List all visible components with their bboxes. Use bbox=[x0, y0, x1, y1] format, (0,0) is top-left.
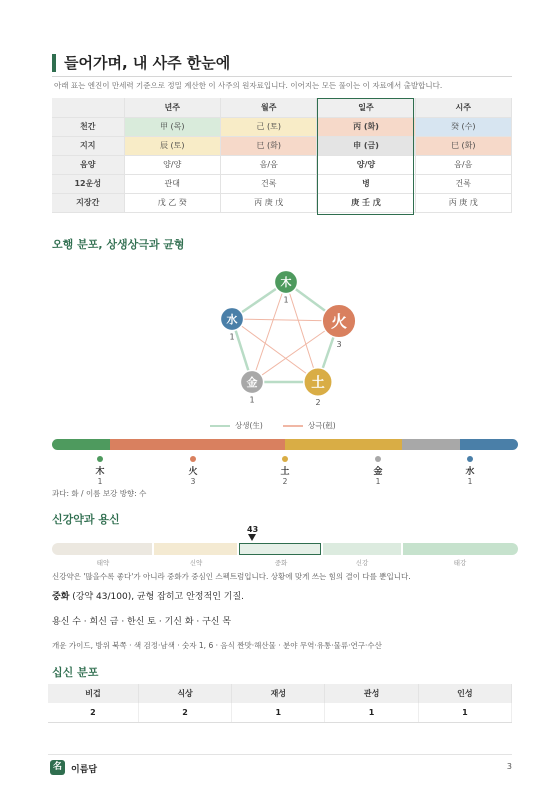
earth-dot bbox=[282, 456, 288, 462]
legend-sanggeuk-label: 상극(剋) bbox=[307, 421, 336, 430]
saju-cell: 음/음 bbox=[415, 155, 512, 174]
saju-cell: 건록 bbox=[220, 174, 316, 193]
gaewun-guide: 개운 가이드, 방위 북쪽 · 색 검정·남색 · 숫자 1, 6 · 음식 짠맛·해산물 · 분야 무역·유통·물류·연구·수산 bbox=[52, 641, 382, 650]
saju-cell: 양/양 bbox=[124, 155, 220, 174]
strength-pointer-icon bbox=[248, 534, 256, 541]
saju-table bbox=[52, 98, 512, 213]
legend-sangsaeng bbox=[210, 420, 263, 431]
saju-row-label: 지지 bbox=[52, 136, 124, 155]
sipsin-value: 1 bbox=[325, 703, 418, 722]
elem-item-metal bbox=[363, 456, 393, 486]
sanggeuk-line bbox=[252, 282, 289, 382]
element-node-count: 3 bbox=[336, 339, 342, 349]
saju-row-label: 지장간 bbox=[52, 193, 124, 212]
saju-col-header: 월주 bbox=[220, 98, 316, 117]
saju-header-row bbox=[52, 98, 512, 117]
elem-count: 1 bbox=[375, 477, 381, 486]
elem-name: 木 bbox=[95, 467, 105, 477]
saju-cell: 丙 庚 戊 bbox=[220, 193, 316, 212]
bar-segment bbox=[460, 439, 518, 450]
sipsin-value: 1 bbox=[232, 703, 325, 722]
saju-cell: 癸 (수) bbox=[415, 117, 512, 136]
strength-description: 신강약은 '많을수록 좋다'가 아니라 중화가 중심인 스펙트럼입니다. 상황에 맞게 쓰는 힘의 결이 다를 뿐입니다. bbox=[52, 572, 411, 581]
sipsin-header: 인성 bbox=[418, 684, 511, 703]
saju-cell: 己 (토) bbox=[220, 117, 316, 136]
elem-count: 3 bbox=[190, 477, 196, 486]
strength-result-text: (강약 43/100), 균형 잡히고 안정적인 기질. bbox=[72, 592, 244, 602]
strength-section-title: 신강약과 용신 bbox=[52, 513, 120, 526]
sipsin-header: 재성 bbox=[232, 684, 325, 703]
elem-count: 2 bbox=[282, 477, 288, 486]
elem-name: 金 bbox=[373, 467, 383, 477]
element-nodes bbox=[220, 270, 355, 407]
page-subtitle: 아래 표는 엔진이 만세력 기준으로 정밀 계산한 이 사주의 원자료입니다. 이어지는 모든 풀이는 이 자료에서 출발합니다. bbox=[54, 81, 443, 90]
element-node-label: 木 bbox=[280, 276, 292, 290]
elem-item-wood bbox=[85, 456, 115, 486]
bar-segment bbox=[52, 439, 110, 450]
sipsin-header: 비겁 bbox=[48, 684, 138, 703]
saju-cell: 음/음 bbox=[220, 155, 316, 174]
title-divider bbox=[52, 76, 512, 77]
relation-legend bbox=[210, 420, 336, 431]
saju-cell: 申 (금) bbox=[317, 136, 415, 155]
page-title-row bbox=[52, 52, 230, 73]
element-node-count: 1 bbox=[283, 295, 289, 305]
saju-cell: 巳 (화) bbox=[415, 136, 512, 155]
element-node-label: 火 bbox=[330, 311, 348, 331]
elem-name: 土 bbox=[280, 467, 290, 477]
gauge-seg-taeyak bbox=[52, 543, 152, 555]
ohaeng-pentagon-diagram bbox=[200, 262, 360, 412]
footer-divider bbox=[48, 754, 512, 755]
page-number: 3 bbox=[506, 762, 512, 771]
gauge-label: 신강 bbox=[355, 559, 369, 567]
elem-item-water bbox=[455, 456, 485, 486]
legend-sanggeuk bbox=[283, 420, 336, 431]
elem-item-earth bbox=[270, 456, 300, 486]
gauge-label: 태강 bbox=[453, 559, 467, 567]
gauge-seg-taegang bbox=[403, 543, 518, 555]
elem-count: 1 bbox=[467, 477, 473, 486]
strength-result-bold: 중화 bbox=[52, 592, 70, 602]
gauge-seg-singang bbox=[323, 543, 401, 555]
saju-cell: 甲 (목) bbox=[124, 117, 220, 136]
bar-segment bbox=[110, 439, 285, 450]
saju-row-label: 음양 bbox=[52, 155, 124, 174]
fire-dot bbox=[190, 456, 196, 462]
saju-row-label: 12운성 bbox=[52, 174, 124, 193]
brand-name: 이름담 bbox=[71, 765, 98, 775]
saju-row-cheongan bbox=[52, 117, 512, 136]
saju-cell: 병 bbox=[317, 174, 415, 193]
strength-gauge bbox=[52, 543, 518, 555]
sipsin-header: 관성 bbox=[325, 684, 418, 703]
saju-cell: 庚 壬 戊 bbox=[317, 193, 415, 212]
title-accent-bar bbox=[52, 54, 56, 72]
sipsin-section-title: 십신 분포 bbox=[52, 666, 99, 679]
sipsin-value: 1 bbox=[418, 703, 511, 722]
saju-row-label: 천간 bbox=[52, 117, 124, 136]
gauge-seg-junghwa bbox=[239, 543, 321, 555]
sipsin-value: 2 bbox=[138, 703, 231, 722]
sipsin-value-row bbox=[48, 703, 512, 722]
sanggeuk-swatch bbox=[283, 425, 303, 427]
metal-dot bbox=[375, 456, 381, 462]
saju-cell: 辰 (토) bbox=[124, 136, 220, 155]
sipsin-value: 2 bbox=[48, 703, 138, 722]
sangsaeng-swatch bbox=[210, 425, 230, 427]
saju-cell: 巳 (화) bbox=[220, 136, 316, 155]
saju-row-eumyang bbox=[52, 155, 512, 174]
bar-segment bbox=[402, 439, 460, 450]
sanggeuk-line bbox=[286, 282, 318, 382]
brand-logo-icon: 名 bbox=[50, 760, 65, 775]
element-node-count: 1 bbox=[249, 395, 255, 405]
sipsin-header-row bbox=[48, 684, 512, 703]
bar-segment bbox=[285, 439, 402, 450]
legend-sangsaeng-label: 상생(生) bbox=[235, 421, 263, 430]
element-node-label: 土 bbox=[311, 374, 325, 391]
elem-item-fire bbox=[178, 456, 208, 486]
saju-cell: 丙 (화) bbox=[317, 117, 415, 136]
element-node-count: 2 bbox=[315, 398, 321, 408]
saju-cell: 戊 乙 癸 bbox=[124, 193, 220, 212]
gauge-label: 중화 bbox=[274, 559, 288, 567]
ohaeng-distribution-bar bbox=[52, 439, 518, 450]
yongsin-line: 용신 수 · 희신 금 · 한신 토 · 기신 화 · 구신 목 bbox=[52, 617, 232, 627]
saju-cell: 관대 bbox=[124, 174, 220, 193]
saju-col-header: 년주 bbox=[124, 98, 220, 117]
saju-col-header: 시주 bbox=[415, 98, 512, 117]
saju-row-jiji bbox=[52, 136, 512, 155]
saju-cell: 양/양 bbox=[317, 155, 415, 174]
elem-count: 1 bbox=[97, 477, 103, 486]
saju-col-header: 일주 bbox=[317, 98, 415, 117]
strength-score: 43 bbox=[247, 525, 259, 534]
saju-corner bbox=[52, 98, 124, 117]
gauge-label: 신약 bbox=[189, 559, 203, 567]
water-dot bbox=[467, 456, 473, 462]
ohaeng-section-title: 오행 분포, 상생상극과 균형 bbox=[52, 238, 185, 251]
elem-name: 火 bbox=[188, 467, 198, 477]
ohaeng-note: 과다: 화 / 이름 보강 방향: 수 bbox=[52, 489, 147, 498]
saju-cell: 丙 庚 戊 bbox=[415, 193, 512, 212]
sipsin-table bbox=[48, 684, 512, 723]
element-node-count: 1 bbox=[229, 332, 235, 342]
elem-name: 水 bbox=[465, 467, 475, 477]
gauge-seg-sinyak bbox=[154, 543, 237, 555]
strength-result bbox=[52, 589, 244, 602]
element-node-label: 金 bbox=[246, 376, 258, 390]
sipsin-header: 식상 bbox=[138, 684, 231, 703]
wood-dot bbox=[97, 456, 103, 462]
saju-row-12unseong bbox=[52, 174, 512, 193]
page-title: 들어가며, 내 사주 한눈에 bbox=[64, 54, 231, 72]
saju-cell: 건록 bbox=[415, 174, 512, 193]
gauge-label: 태약 bbox=[96, 559, 110, 567]
saju-row-jijanggan bbox=[52, 193, 512, 212]
element-node-label: 水 bbox=[226, 313, 238, 327]
